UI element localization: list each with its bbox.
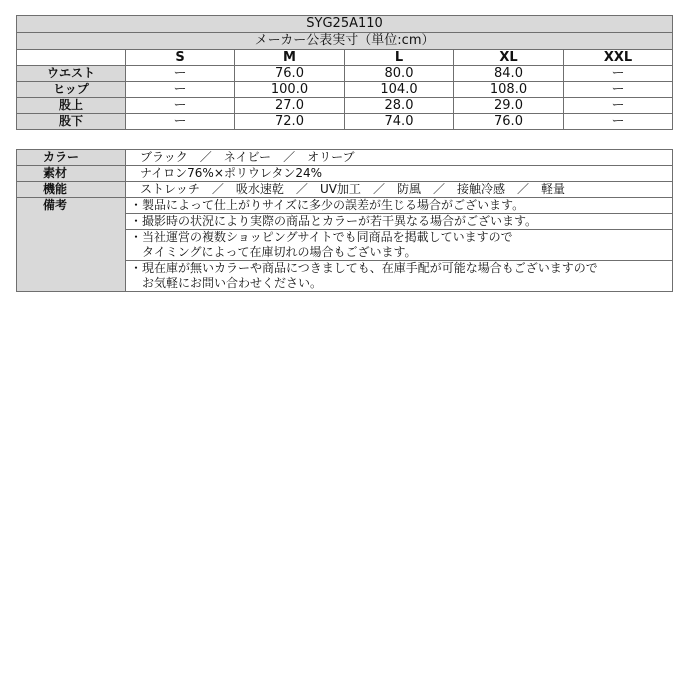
- size-header-xl: XL: [454, 50, 564, 66]
- product-info-table: [16, 149, 673, 292]
- cell-waist-xl: 84.0: [454, 66, 564, 82]
- row-label-waist: ウエスト: [17, 66, 126, 82]
- separator: ／: [372, 182, 385, 196]
- cell-hip-xl: 108.0: [454, 82, 564, 98]
- note-item: [126, 198, 673, 214]
- info-row-note-1: [17, 198, 673, 214]
- label-material: 素材: [17, 166, 126, 182]
- note-item: [126, 214, 673, 230]
- size-row-inseam: [17, 114, 673, 130]
- separator: ／: [432, 182, 445, 196]
- function-quick-dry: 吸水速乾: [235, 182, 284, 196]
- note-item: [126, 261, 673, 292]
- info-row-function: [17, 182, 673, 198]
- function-stretch: ストレッチ: [140, 182, 200, 196]
- cell-rise-s: ー: [126, 98, 235, 114]
- note-line: ・当社運営の複数ショッピングサイトでも同商品を掲載していますので: [130, 230, 513, 244]
- cell-waist-xxl: ー: [564, 66, 673, 82]
- cell-hip-xxl: ー: [564, 82, 673, 98]
- value-material: ナイロン76%×ポリウレタン24%: [126, 166, 673, 182]
- cell-rise-xxl: ー: [564, 98, 673, 114]
- label-color: カラー: [17, 150, 126, 166]
- cell-inseam-m: 72.0: [235, 114, 345, 130]
- row-label-inseam: 股下: [17, 114, 126, 130]
- cell-rise-xl: 29.0: [454, 98, 564, 114]
- function-uv: UV加工: [319, 182, 361, 196]
- color-navy: ネイビー: [223, 150, 272, 164]
- size-row-hip: [17, 82, 673, 98]
- model-number: SYG25A110: [17, 16, 673, 33]
- separator: ／: [283, 150, 296, 164]
- cell-waist-m: 76.0: [235, 66, 345, 82]
- row-label-hip: ヒップ: [17, 82, 126, 98]
- note-line: ・現在庫が無いカラーや商品につきましても、在庫手配が可能な場合もございますので: [130, 261, 598, 275]
- size-header-row: [17, 50, 673, 66]
- size-row-rise: [17, 98, 673, 114]
- function-cool-touch: 接触冷感: [456, 182, 505, 196]
- value-function: [126, 182, 673, 198]
- note-line: ・製品によって仕上がりサイズに多少の誤差が生じる場合がございます。: [130, 198, 525, 212]
- size-row-waist: [17, 66, 673, 82]
- note-item: [126, 230, 673, 261]
- note-line: タイミングによって在庫切れの場合もございます。: [130, 245, 417, 259]
- cell-rise-m: 27.0: [235, 98, 345, 114]
- separator: ／: [211, 182, 224, 196]
- cell-hip-l: 104.0: [345, 82, 454, 98]
- row-label-rise: 股上: [17, 98, 126, 114]
- cell-hip-s: ー: [126, 82, 235, 98]
- separator: ／: [199, 150, 212, 164]
- value-color: [126, 150, 673, 166]
- function-lightweight: 軽量: [541, 182, 566, 196]
- size-table: [16, 15, 673, 130]
- color-black: ブラック: [140, 150, 188, 164]
- cell-inseam-s: ー: [126, 114, 235, 130]
- separator: ／: [295, 182, 308, 196]
- label-notes: 備考: [17, 198, 126, 292]
- corner-cell: [17, 50, 126, 66]
- size-header-xxl: XXL: [564, 50, 673, 66]
- size-caption: メーカー公表実寸（単位:cm）: [17, 33, 673, 50]
- cell-inseam-xxl: ー: [564, 114, 673, 130]
- size-header-s: S: [126, 50, 235, 66]
- label-function: 機能: [17, 182, 126, 198]
- cell-inseam-l: 74.0: [345, 114, 454, 130]
- cell-waist-s: ー: [126, 66, 235, 82]
- separator: ／: [517, 182, 530, 196]
- info-row-material: [17, 166, 673, 182]
- size-header-m: M: [235, 50, 345, 66]
- function-windproof: 防風: [396, 182, 421, 196]
- note-line: お気軽にお問い合わせください。: [130, 276, 323, 290]
- cell-rise-l: 28.0: [345, 98, 454, 114]
- cell-waist-l: 80.0: [345, 66, 454, 82]
- size-header-l: L: [345, 50, 454, 66]
- cell-hip-m: 100.0: [235, 82, 345, 98]
- info-row-color: [17, 150, 673, 166]
- color-olive: オリーブ: [307, 150, 355, 164]
- cell-inseam-xl: 76.0: [454, 114, 564, 130]
- note-line: ・撮影時の状況により実際の商品とカラーが若干異なる場合がございます。: [130, 214, 538, 228]
